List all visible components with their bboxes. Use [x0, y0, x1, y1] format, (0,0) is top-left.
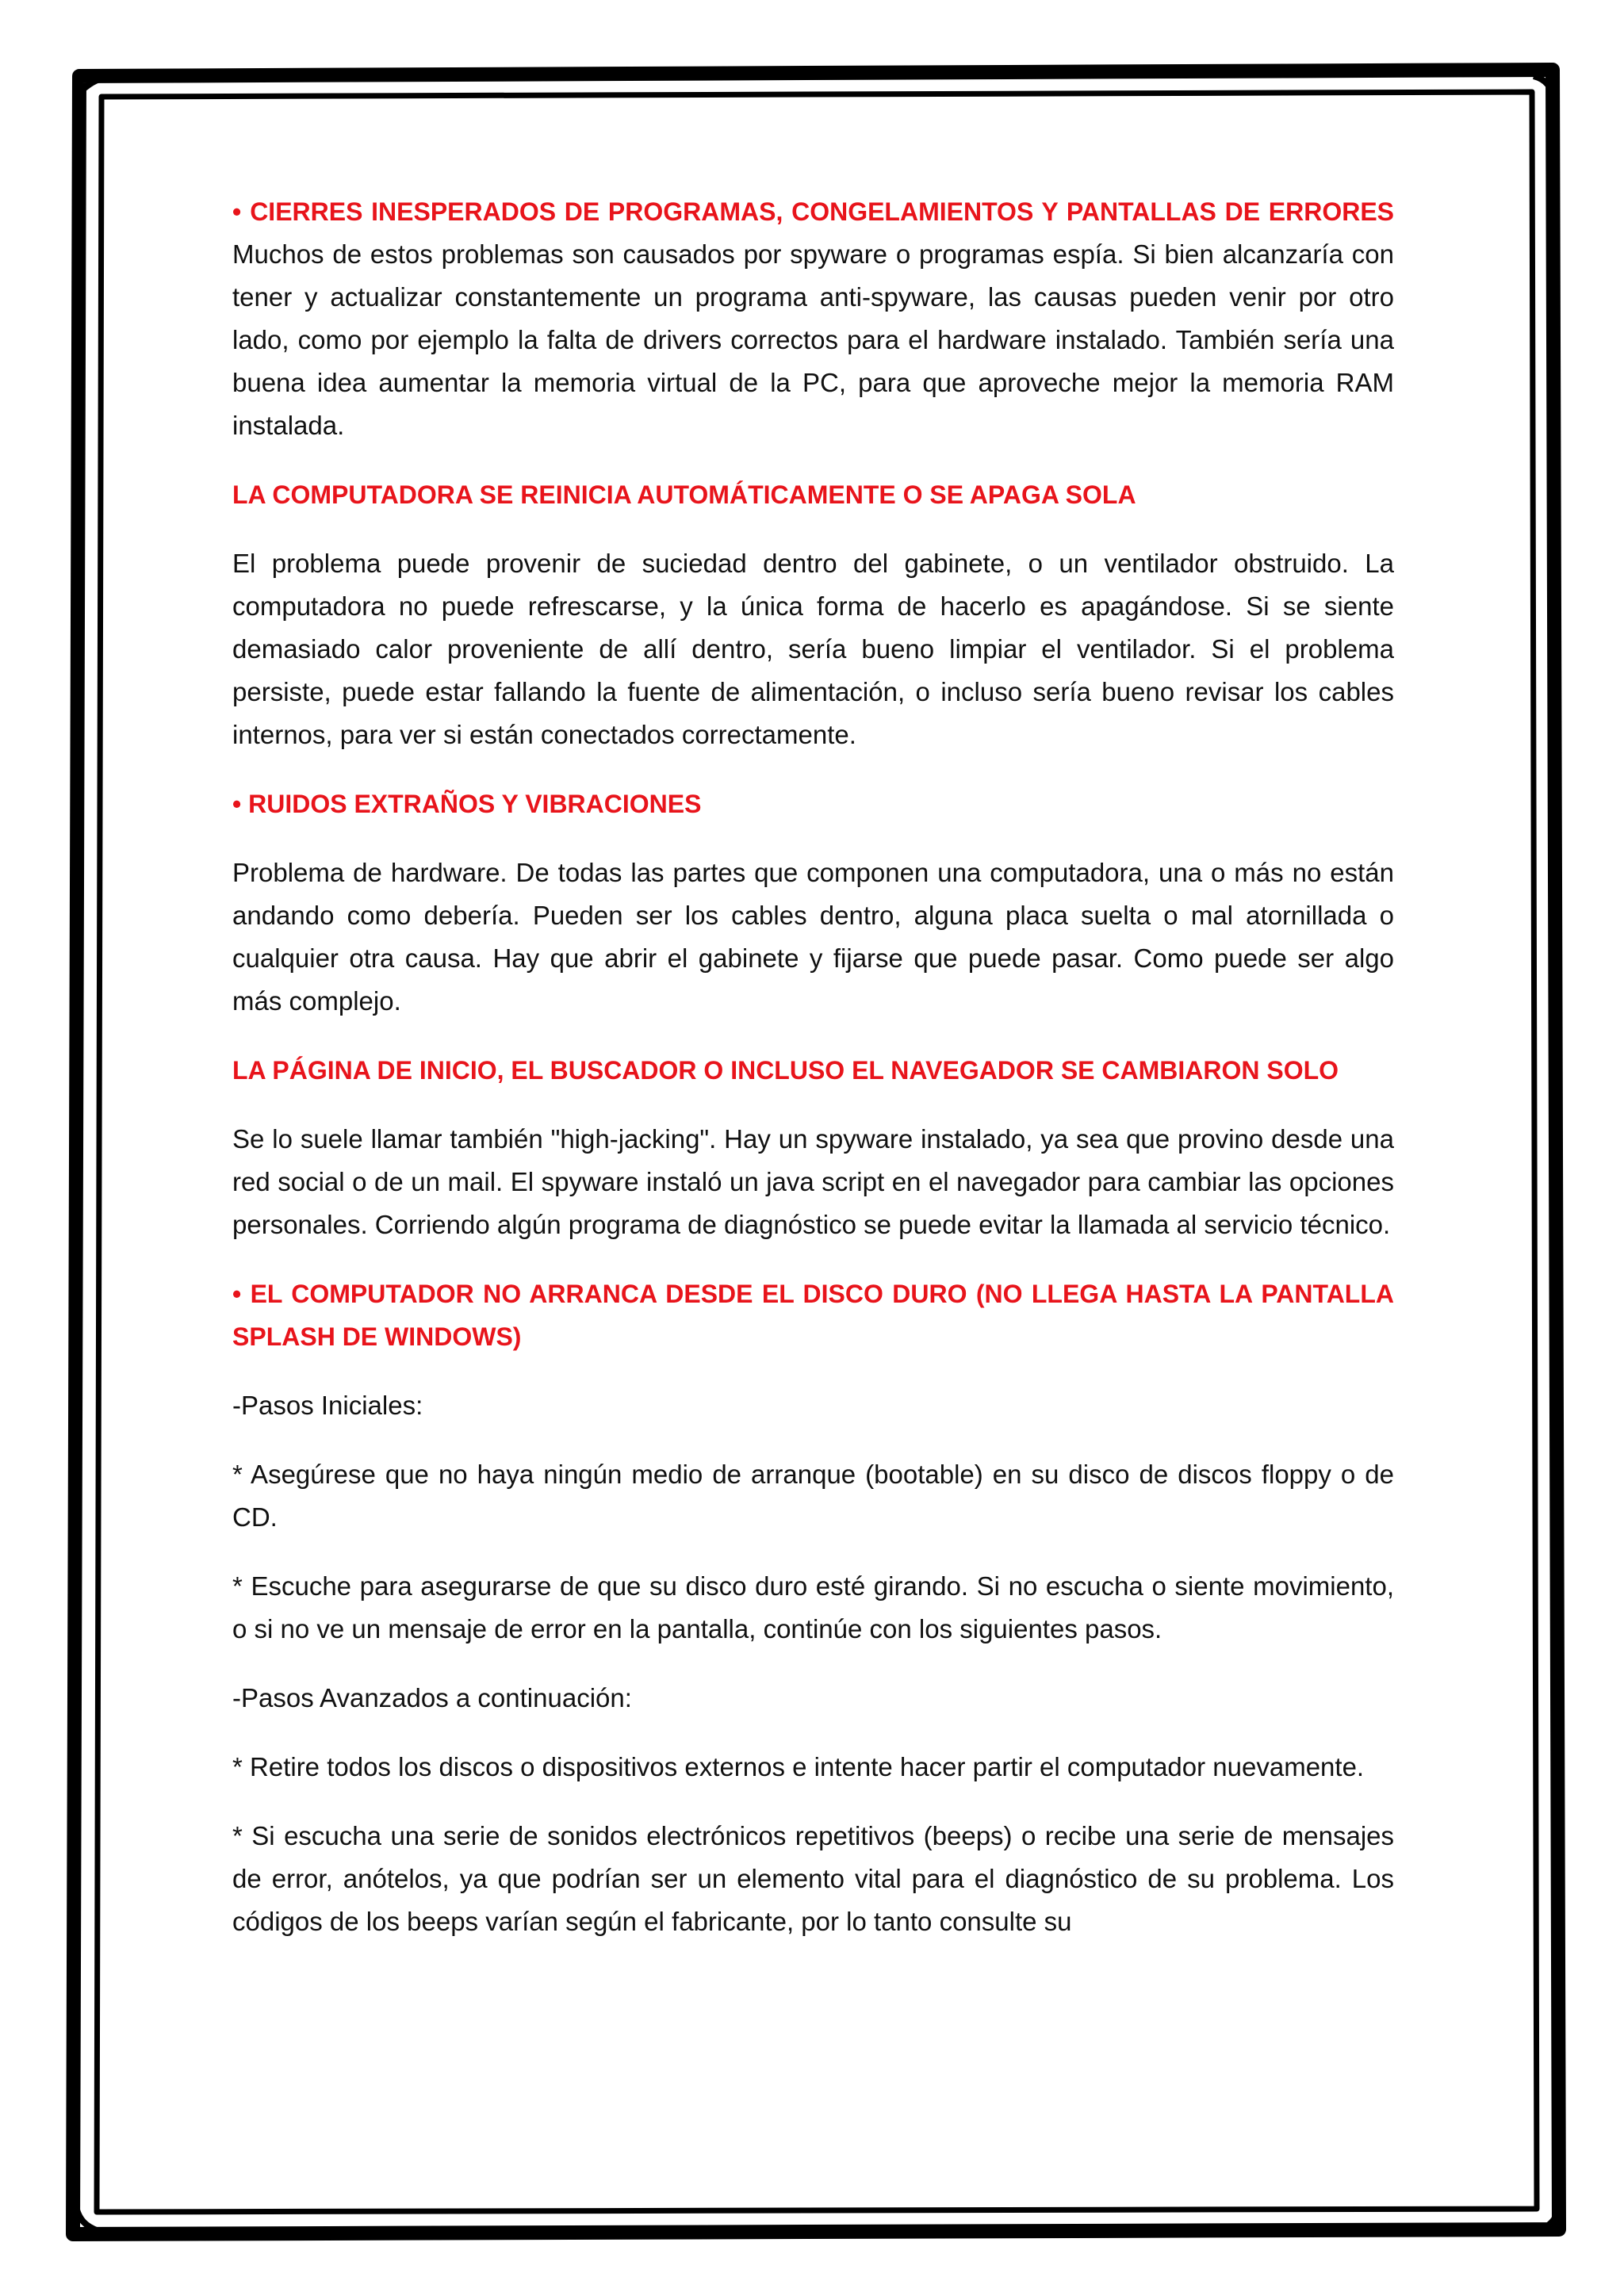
section-3-heading-line	[232, 783, 1394, 825]
section-3-body: Problema de hardware. De todas las partes que componen una computadora, una o más no están andando como debería. Pueden ser los cables dentro, alguna placa suelta o mal atornillada o cualquier otra causa. Hay que abrir el gabinete y fijarse que puede pasar. Como puede ser algo más complejo.	[232, 858, 1394, 1016]
section-4-heading: LA PÁGINA DE INICIO, EL BUSCADOR O INCLUSO EL NAVEGADOR SE CAMBIARON SOLO	[232, 1056, 1339, 1085]
section-3-heading: RUIDOS EXTRAÑOS Y VIBRACIONES	[248, 790, 702, 818]
initial-steps-label: -Pasos Iniciales:	[232, 1391, 423, 1420]
section-2-heading: LA COMPUTADORA SE REINICIA AUTOMÁTICAMENTE O SE APAGA SOLA	[232, 480, 1136, 509]
section-1-body: Muchos de estos problemas son causados por spyware o programas espía. Si bien alcanzaría con tener y actualizar constantemente un programa anti-spyware, las causas pueden venir por otro lado, como por ejemplo la falta de drivers correctos para el hardware instalado. También sería una buena idea aumentar la memoria virtual de la PC, para que aproveche mejor la memoria RAM instalada.	[232, 239, 1394, 440]
advanced-step-1: * Retire todos los discos o dispositivos externos e intente hacer partir el computador nuevamente.	[232, 1752, 1365, 1781]
document-content	[232, 190, 1394, 1969]
section-4-body: Se lo suele llamar también "high-jacking". Hay un spyware instalado, ya sea que provino desde una red social o de un mail. El spyware instaló un java script en el navegador para cambiar las opciones personales. Corriendo algún programa de diagnóstico se puede evitar la llamada al servicio técnico.	[232, 1124, 1394, 1239]
advanced-steps-label: -Pasos Avanzados a continuación:	[232, 1683, 632, 1712]
section-1-heading: CIERRES INESPERADOS DE PROGRAMAS, CONGELAMIENTOS Y PANTALLAS DE ERRORES	[250, 197, 1395, 226]
initial-step-1: * Asegúrese que no haya ningún medio de arranque (bootable) en su disco de discos floppy o de CD.	[232, 1460, 1394, 1532]
section-2-body: El problema puede provenir de suciedad dentro del gabinete, o un ventilador obstruido. La computadora no puede refrescarse, y la única forma de hacerlo es apagándose. Si se siente demasiado calor proveniente de allí dentro, sería bueno limpiar el ventilador. Si el problema persiste, puede estar fallando la fuente de alimentación, o incluso sería bueno revisar los cables internos, para ver si están conectados correctamente.	[232, 549, 1394, 749]
section-1-bullet: •	[232, 197, 242, 226]
section-5-heading: EL COMPUTADOR NO ARRANCA DESDE EL DISCO DURO (NO LLEGA HASTA LA PANTALLA SPLASH DE WINDOWS)	[232, 1280, 1395, 1351]
section-1-paragraph	[232, 190, 1394, 447]
section-5-heading-line	[232, 1272, 1394, 1358]
section-5-bullet: •	[232, 1280, 242, 1308]
initial-step-2: * Escuche para asegurarse de que su disco duro esté girando. Si no escucha o siente movimiento, o si no ve un mensaje de error en la pantalla, continúe con los siguientes pasos.	[232, 1571, 1394, 1644]
advanced-step-2: * Si escucha una serie de sonidos electrónicos repetitivos (beeps) o recibe una serie de mensajes de error, anótelos, ya que podrían ser un elemento vital para el diagnóstico de su problema. Los códigos de los beeps varían según el fabricante, por lo tanto consulte su	[232, 1821, 1394, 1936]
section-3-bullet: •	[232, 790, 242, 818]
